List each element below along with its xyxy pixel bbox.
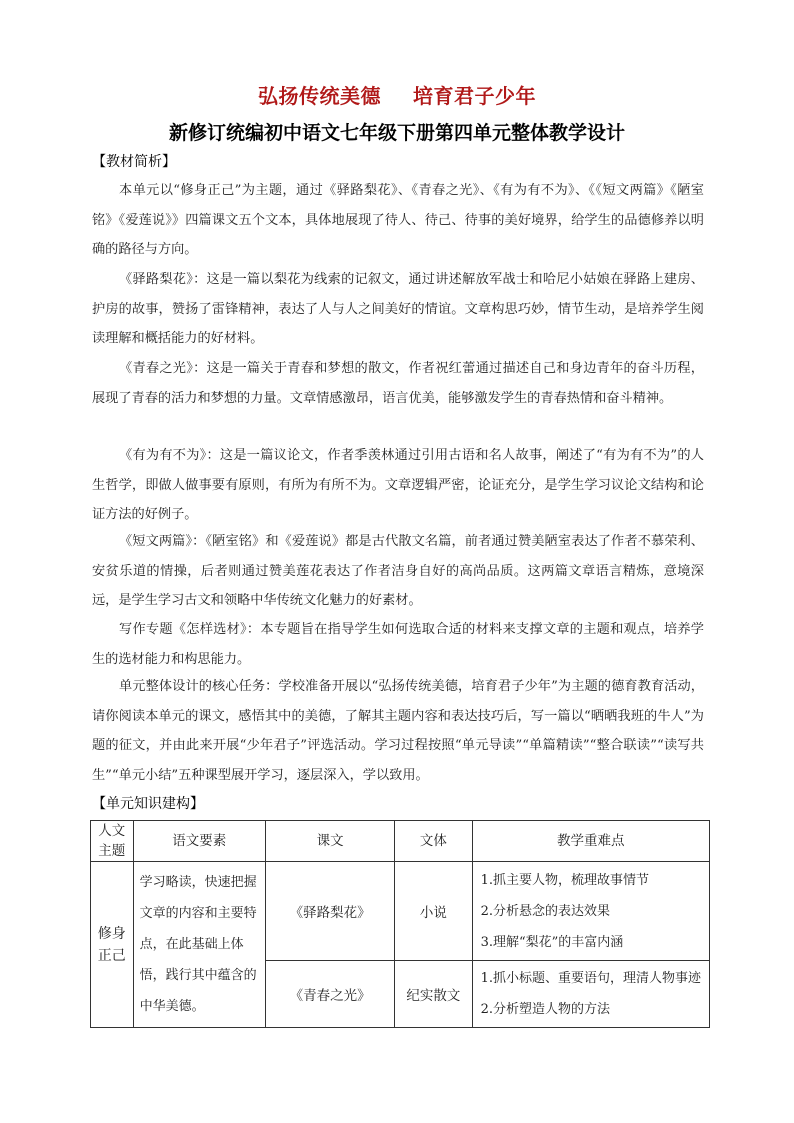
section-heading-textbook-analysis: 【教材简析】 [92, 154, 176, 170]
paragraph-youwei-youbuwei: 《有为有不为》：这是一篇议论文，作者季羡林通过引用古语和名人故事，阐述了“有为有不为”的人生哲学，即做人做事要有原则，有所为有所不为。文章逻辑严密，论证充分，是学生学习议论文结构和论证方法的好例子。 [92, 448, 704, 522]
text-cell: 《驿路梨花》 [266, 862, 395, 961]
key-points-cell [472, 961, 709, 1028]
key-point: 1.抓主要人物，梳理故事情节 [480, 872, 649, 888]
header-genre: 文体 [395, 821, 472, 862]
slogan-left: 弘扬传统美德 [258, 84, 381, 108]
paragraph-core-task: 单元整体设计的核心任务：学校准备开展以“弘扬传统美德，培育君子少年”为主题的德育教育活动，请你阅读本单元的课文，感悟其中的美德，了解其主题内容和表达技巧后，写一篇以“晒晒我班的牛人”为题的征文，并由此来开展“少年君子”评选活动。学习过程按照“单元导读”“单篇精读”“整合联读”“读写共生”“单元小结”五种课型展开学习，逐层深入，学以致用。 [92, 679, 704, 783]
header-element: 语文要素 [133, 821, 265, 862]
key-point: 3.理解“梨花”的丰富内涵 [480, 934, 624, 950]
document-title: 新修订统编初中语文七年级下册第四单元整体教学设计 [168, 122, 625, 144]
paragraph-writing-topic: 写作专题《怎样选材》：本专题旨在指导学生如何选取合适的材料来支撑文章的主题和观点，培养学生的选材能力和构思能力。 [92, 622, 704, 667]
language-element-cell: 学习略读，快速把握文章的内容和主要特点，在此基础上体悟，践行其中蕴含的中华美德。 [133, 862, 265, 1028]
knowledge-table [90, 820, 710, 1028]
genre-cell: 小说 [395, 862, 472, 961]
header-theme: 人文主题 [91, 821, 134, 862]
paragraph-yilu-lihua: 《驿路梨花》：这是一篇以梨花为线索的记叙文，通过讲述解放军战士和哈尼小姑娘在驿路上建房、护房的故事，赞扬了雷锋精神，表达了人与人之间美好的情谊。文章构思巧妙，情节生动，是培养学生阅读理解和概括能力的好材料。 [92, 272, 704, 346]
key-point: 1.抓小标题、重要语句，理清人物事迹 [480, 971, 701, 986]
section-heading-knowledge-construction: 【单元知识建构】 [92, 796, 204, 812]
text-cell: 《青春之光》 [266, 961, 395, 1028]
slogan-title [0, 80, 794, 109]
paragraph-unit-overview: 本单元以“修身正己”为主题，通过《驿路梨花》、《青春之光》、《有为有不为》、《《短文两篇》《陋室铭》《爱莲说》》四篇课文五个文本，具体地展现了待人、待己、待事的美好境界，给学生的品德修养以明确的路径与方向。 [92, 183, 704, 257]
key-points-cell [472, 862, 709, 961]
theme-cell [91, 862, 134, 1028]
slogan-right: 培育君子少年 [413, 84, 536, 108]
genre-cell: 纪实散文 [395, 961, 472, 1028]
key-point: 2.分析塑造人物的方法 [480, 1002, 610, 1017]
paragraph-qingchun-zhiguang: 《青春之光》：这是一篇关于青春和梦想的散文，作者祝红蕾通过描述自己和身边青年的奋斗历程，展现了青春的活力和梦想的力量。文章情感激昂，语言优美，能够激发学生的青春热情和奋斗精神。 [92, 361, 704, 406]
key-point: 2.分析悬念的表达效果 [480, 903, 610, 919]
header-text: 课文 [266, 821, 395, 862]
theme-text: 修身正己 [97, 925, 126, 964]
table-row [91, 862, 710, 961]
paragraph-duanwen-liangpian: 《短文两篇》：《陋室铭》和《爱莲说》都是古代散文名篇，前者通过赞美陋室表达了作者不慕荣利、安贫乐道的情操，后者则通过赞美莲花表达了作者洁身自好的高尚品质。这两篇文章语言精炼，意境深远，是学生学习古文和领略中华传统文化魅力的好素材。 [92, 534, 704, 608]
table-header-row [91, 821, 710, 862]
header-key-points: 教学重难点 [472, 821, 709, 862]
